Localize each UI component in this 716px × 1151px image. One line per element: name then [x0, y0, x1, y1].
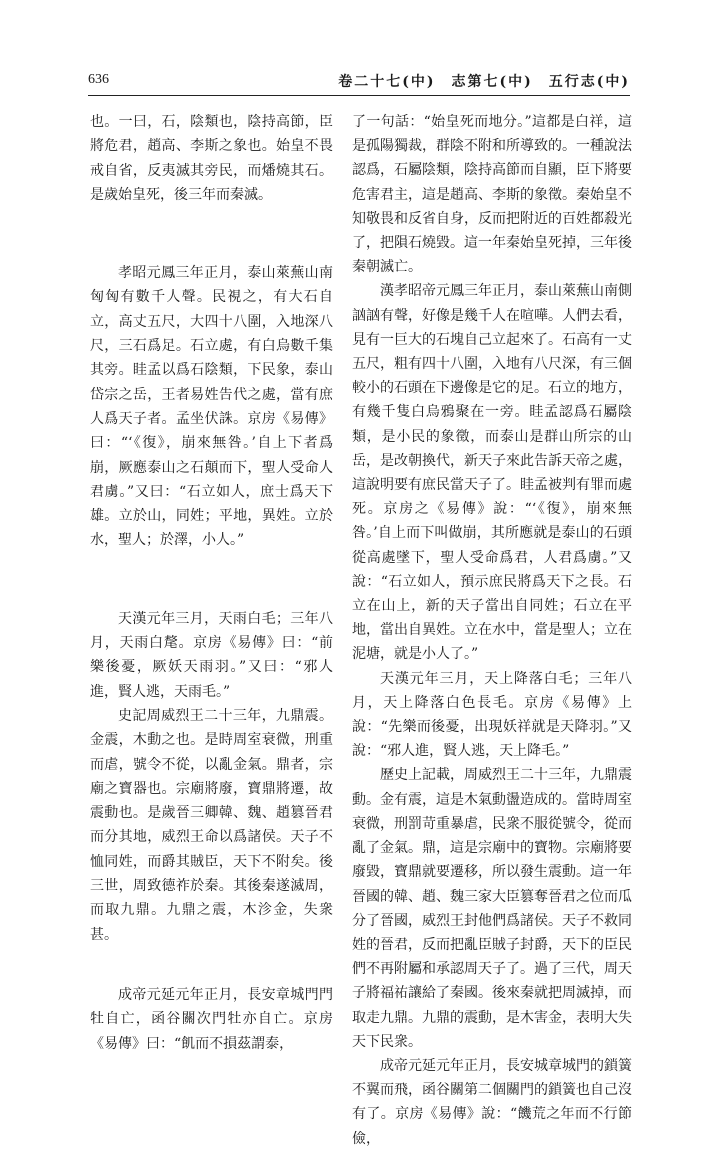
classical-paragraph-white-hair: 天漢元年三月，天雨白毛；三年八月，天雨白氂。京房《易傳》曰：“前樂後憂，厥妖天雨羽。”又曰：“邪人進，賢人逃，天雨毛。” — [90, 610, 333, 700]
classical-text-column — [90, 110, 333, 1056]
header-rule — [88, 95, 630, 96]
translation-paragraph-gate-bolts: 成帝元延元年正月，長安城章城門的鎖簧不翼而飛，函谷關第二個關門的鎖簧也自己沒有了。京房《易傳》說：“饑荒之年而不行節儉， — [352, 1057, 632, 1147]
modern-translation-column — [352, 110, 632, 1151]
classical-paragraph-qin-stone: 也。一曰，石，陰類也，陰持高節，臣將危君，趙高、李斯之象也。始皇不畏戒自省，反夷滅其旁民，而燔燒其石。是歲始皇死，後三年而秦滅。 — [90, 114, 333, 203]
page-header — [88, 68, 630, 96]
translation-paragraph-qin-stone: 了一句話：“始皇死而地分。”這都是白祥，這是孤陽獨裁，群陰不附和所導致的。一種說法認爲，石屬陰類，陰持高節而自顯，臣下將要危害君主，這是趙高、李斯的象徵。秦始皇不知敬畏和反省自身，反而把附近的百姓都殺光了，把隕石燒毀。這一年秦始皇死掉，三年後秦朝滅亡。 — [352, 114, 632, 276]
translation-paragraph-nine-cauldrons: 歷史上記載，周威烈王二十三年，九鼎震動。金有震，這是木氣動盪造成的。當時周室衰微，刑罰苛重暴虐，民衆不服從號令，從而亂了金氣。鼎，這是宗廟中的寶物。宗廟將要廢毀，寶鼎就要遷移，所以發生震動。這一年晉國的韓、趙、魏三家大臣篡奪晉君之位而瓜分了晉國，威烈王封他們爲諸侯。天子不救同姓的晉君，反而把亂臣賊子封爵，天下的臣民們不再附屬和承認周天子了。過了三代，周天子將福祐讓給了秦國。後來秦就把周滅掉，而取走九鼎。九鼎的震動，是木害金，表明大失天下民衆。 — [352, 767, 632, 1050]
translation-paragraph-white-hair: 天漢元年三月，天上降落白毛；三年八月，天上降落白色長毛。京房《易傳》上說：“先樂而後憂，出現妖祥就是天降羽。”又說：“邪人進，賢人逃，天上降毛。” — [352, 670, 632, 760]
classical-paragraph-taishan-stone: 孝昭元鳳三年正月，泰山萊蕪山南匈匈有數千人聲。民視之，有大石自立，高丈五尺，大四十八圍，入地深八尺，三石爲足。石立處，有白烏數千集其旁。眭孟以爲石陰類，下民象，泰山岱宗之岳，王者易姓告代之處，當有庶人爲天子者。孟坐伏誅。京房《易傳》曰：“‘《復》，崩來無咎。’自上下者爲崩，厥應泰山之石顛而下，聖人受命人君虜。”又曰：“石立如人，庶士爲天下雄。立於山，同姓；平地，異姓。立於水，聖人；於澤，小人。” — [90, 265, 333, 549]
page-number: 636 — [88, 72, 109, 87]
classical-paragraph-gate-bolts: 成帝元延元年正月，長安章城門門牡自亡，函谷關次門牡亦自亡。京房《易傳》曰：“飢而不損茲謂泰， — [90, 986, 333, 1052]
running-title: 卷二十七(中) 志第七(中) 五行志(中) — [338, 74, 630, 90]
classical-paragraph-nine-cauldrons: 史記周威烈王二十三年，九鼎震。金震，木動之也。是時周室衰微，刑重而虐，號令不從，以亂金氣。鼎者，宗廟之寶器也。宗廟將廢，寶鼎將遷，故震動也。是歲晉三卿韓、魏、趙篡晉君而分其地，威烈王命以爲諸侯。天子不恤同姓，而爵其賊臣，天下不附矣。後三世，周致德祚於秦。其後秦遂滅周，而取九鼎。九鼎之震，木沴金，失衆甚。 — [90, 707, 333, 943]
translation-paragraph-taishan-stone: 漢孝昭帝元鳳三年正月，泰山萊蕪山南側訩訩有聲，好像是幾千人在喧嘩。人們去看，見有一巨大的石塊自己立起來了。石高有一丈五尺，粗有四十八圍，入地有八尺深，有三個較小的石頭在下邊像是它的足。石立的地方，有幾千隻白烏鴉聚在一旁。眭孟認爲石屬陰類，是小民的象徵，而泰山是群山所宗的山岳，是改朝換代，新天子來此告訴天帝之處，這說明要有庶民當天子了。眭孟被判有罪而處死。京房之《易傳》說：“‘《復》，崩來無咎。’自上而下叫做崩，其所應就是泰山的石頭從高處墜下，聖人受命爲君，人君爲虜。”又說：“石立如人，預示庶民將爲天下之長。石立在山上，新的天子當出自同姓；石立在平地，當出自異姓。立在水中，當是聖人；立在泥塘，就是小人了。” — [352, 283, 632, 663]
